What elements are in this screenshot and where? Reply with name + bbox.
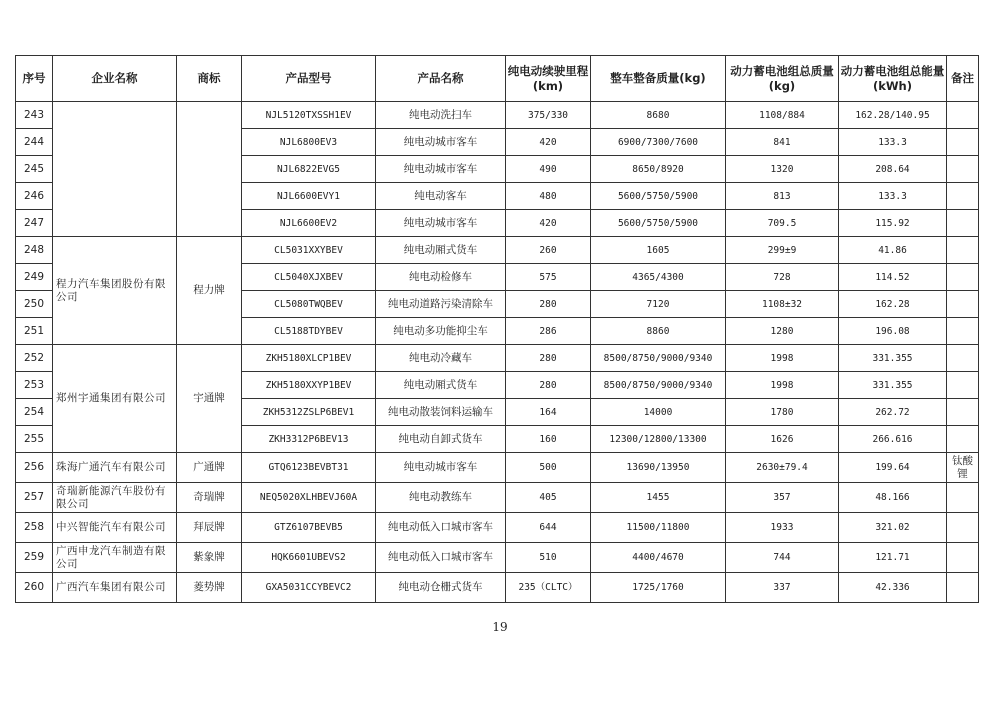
page-number: 19: [492, 620, 508, 634]
cell-curb-mass: 4400/4670: [591, 543, 726, 573]
cell-remark: 钛酸锂: [947, 453, 979, 483]
cell-company: 程力汽车集团股份有限公司: [53, 237, 177, 345]
header-battery-energy: 动力蓄电池组总能量(kWh): [839, 56, 947, 102]
cell-battery-energy: 162.28/140.95: [839, 102, 947, 129]
header-curb-mass: 整车整备质量(kg): [591, 56, 726, 102]
cell-battery-energy: 133.3: [839, 183, 947, 210]
cell-seq: 245: [16, 156, 53, 183]
table-row: [16, 483, 979, 513]
cell-battery-mass: 1320: [726, 156, 839, 183]
cell-battery-energy: 208.64: [839, 156, 947, 183]
cell-curb-mass: 13690/13950: [591, 453, 726, 483]
cell-battery-energy: 196.08: [839, 318, 947, 345]
cell-product-name: 纯电动城市客车: [376, 210, 506, 237]
cell-curb-mass: 4365/4300: [591, 264, 726, 291]
cell-seq: 253: [16, 372, 53, 399]
cell-brand: 程力牌: [177, 237, 242, 345]
cell-remark: [947, 210, 979, 237]
cell-seq: 255: [16, 426, 53, 453]
cell-product-name: 纯电动洗扫车: [376, 102, 506, 129]
cell-battery-energy: 331.355: [839, 345, 947, 372]
cell-battery-mass: 357: [726, 483, 839, 513]
cell-battery-energy: 262.72: [839, 399, 947, 426]
cell-battery-mass: 1108/884: [726, 102, 839, 129]
cell-range: 510: [506, 543, 591, 573]
cell-battery-mass: 1933: [726, 513, 839, 543]
cell-seq: 256: [16, 453, 53, 483]
cell-product-name: 纯电动教练车: [376, 483, 506, 513]
cell-seq: 260: [16, 573, 53, 603]
cell-battery-energy: 199.64: [839, 453, 947, 483]
header-range: 纯电动续驶里程(km): [506, 56, 591, 102]
cell-curb-mass: 14000: [591, 399, 726, 426]
cell-model: ZKH5180XXYP1BEV: [242, 372, 376, 399]
cell-remark: [947, 156, 979, 183]
cell-product-name: 纯电动城市客车: [376, 453, 506, 483]
cell-battery-mass: 1780: [726, 399, 839, 426]
cell-product-name: 纯电动自卸式货车: [376, 426, 506, 453]
cell-battery-energy: 115.92: [839, 210, 947, 237]
cell-model: CL5080TWQBEV: [242, 291, 376, 318]
cell-seq: 258: [16, 513, 53, 543]
table-row: [16, 543, 979, 573]
cell-remark: [947, 483, 979, 513]
header-brand: 商标: [177, 56, 242, 102]
cell-curb-mass: 1455: [591, 483, 726, 513]
cell-range: 480: [506, 183, 591, 210]
vehicle-catalog-table: [15, 55, 979, 603]
header-seq: 序号: [16, 56, 53, 102]
cell-curb-mass: 5600/5750/5900: [591, 210, 726, 237]
cell-battery-mass: 1108±32: [726, 291, 839, 318]
cell-brand: [177, 102, 242, 237]
cell-battery-mass: 841: [726, 129, 839, 156]
cell-remark: [947, 345, 979, 372]
cell-seq: 249: [16, 264, 53, 291]
cell-remark: [947, 264, 979, 291]
cell-battery-mass: 1998: [726, 372, 839, 399]
cell-model: GXA5031CCYBEVC2: [242, 573, 376, 603]
cell-model: NJL6600EVY1: [242, 183, 376, 210]
cell-battery-energy: 321.02: [839, 513, 947, 543]
cell-company: 中兴智能汽车有限公司: [53, 513, 177, 543]
cell-battery-energy: 42.336: [839, 573, 947, 603]
cell-product-name: 纯电动道路污染清除车: [376, 291, 506, 318]
cell-range: 286: [506, 318, 591, 345]
cell-model: ZKH5312ZSLP6BEV1: [242, 399, 376, 426]
cell-range: 160: [506, 426, 591, 453]
cell-brand: 紫象牌: [177, 543, 242, 573]
cell-battery-mass: 728: [726, 264, 839, 291]
cell-battery-mass: 299±9: [726, 237, 839, 264]
cell-curb-mass: 1725/1760: [591, 573, 726, 603]
cell-curb-mass: 12300/12800/13300: [591, 426, 726, 453]
cell-battery-mass: 1280: [726, 318, 839, 345]
cell-seq: 247: [16, 210, 53, 237]
cell-model: CL5040XJXBEV: [242, 264, 376, 291]
cell-remark: [947, 543, 979, 573]
cell-model: NJL6800EV3: [242, 129, 376, 156]
cell-product-name: 纯电动客车: [376, 183, 506, 210]
cell-battery-mass: 337: [726, 573, 839, 603]
cell-curb-mass: 8500/8750/9000/9340: [591, 372, 726, 399]
cell-range: 575: [506, 264, 591, 291]
cell-battery-energy: 266.616: [839, 426, 947, 453]
header-company: 企业名称: [53, 56, 177, 102]
cell-range: 164: [506, 399, 591, 426]
table-row: [16, 345, 979, 372]
cell-battery-energy: 114.52: [839, 264, 947, 291]
cell-remark: [947, 102, 979, 129]
cell-remark: [947, 318, 979, 345]
cell-product-name: 纯电动检修车: [376, 264, 506, 291]
cell-seq: 243: [16, 102, 53, 129]
cell-brand: 菱势牌: [177, 573, 242, 603]
cell-product-name: 纯电动仓栅式货车: [376, 573, 506, 603]
cell-product-name: 纯电动多功能抑尘车: [376, 318, 506, 345]
cell-product-name: 纯电动冷藏车: [376, 345, 506, 372]
table-row: [16, 513, 979, 543]
cell-range: 500: [506, 453, 591, 483]
header-product-name: 产品名称: [376, 56, 506, 102]
cell-seq: 250: [16, 291, 53, 318]
cell-brand: 拜辰牌: [177, 513, 242, 543]
cell-curb-mass: 11500/11800: [591, 513, 726, 543]
cell-range: 280: [506, 345, 591, 372]
cell-range: 644: [506, 513, 591, 543]
cell-curb-mass: 1605: [591, 237, 726, 264]
cell-range: 420: [506, 129, 591, 156]
header-remark: 备注: [947, 56, 979, 102]
cell-product-name: 纯电动厢式货车: [376, 372, 506, 399]
cell-company: [53, 102, 177, 237]
cell-model: ZKH3312P6BEV13: [242, 426, 376, 453]
cell-company: 广西申龙汽车制造有限公司: [53, 543, 177, 573]
cell-curb-mass: 8860: [591, 318, 726, 345]
cell-product-name: 纯电动城市客车: [376, 156, 506, 183]
cell-model: HQK6601UBEVS2: [242, 543, 376, 573]
cell-curb-mass: 5600/5750/5900: [591, 183, 726, 210]
table-header-row: [16, 56, 979, 102]
cell-range: 490: [506, 156, 591, 183]
cell-curb-mass: 8500/8750/9000/9340: [591, 345, 726, 372]
cell-battery-energy: 133.3: [839, 129, 947, 156]
table-row: [16, 453, 979, 483]
cell-curb-mass: 8650/8920: [591, 156, 726, 183]
cell-product-name: 纯电动低入口城市客车: [376, 543, 506, 573]
table-row: [16, 237, 979, 264]
cell-remark: [947, 129, 979, 156]
cell-model: GTQ6123BEVBT31: [242, 453, 376, 483]
cell-seq: 252: [16, 345, 53, 372]
header-battery-mass: 动力蓄电池组总质量(kg): [726, 56, 839, 102]
cell-remark: [947, 291, 979, 318]
cell-seq: 254: [16, 399, 53, 426]
cell-remark: [947, 573, 979, 603]
cell-seq: 248: [16, 237, 53, 264]
cell-product-name: 纯电动低入口城市客车: [376, 513, 506, 543]
cell-battery-mass: 1998: [726, 345, 839, 372]
cell-company: 郑州宇通集团有限公司: [53, 345, 177, 453]
cell-seq: 251: [16, 318, 53, 345]
cell-model: NEQ5020XLHBEVJ60A: [242, 483, 376, 513]
cell-battery-energy: 48.166: [839, 483, 947, 513]
cell-model: GTZ6107BEVB5: [242, 513, 376, 543]
table-row: [16, 573, 979, 603]
cell-product-name: 纯电动厢式货车: [376, 237, 506, 264]
cell-curb-mass: 6900/7300/7600: [591, 129, 726, 156]
cell-model: CL5031XXYBEV: [242, 237, 376, 264]
cell-seq: 257: [16, 483, 53, 513]
cell-battery-energy: 41.86: [839, 237, 947, 264]
cell-model: NJL6600EV2: [242, 210, 376, 237]
cell-remark: [947, 237, 979, 264]
cell-seq: 259: [16, 543, 53, 573]
cell-range: 420: [506, 210, 591, 237]
cell-range: 235（CLTC）: [506, 573, 591, 603]
cell-seq: 244: [16, 129, 53, 156]
cell-model: ZKH5180XLCP1BEV: [242, 345, 376, 372]
cell-brand: 宇通牌: [177, 345, 242, 453]
cell-curb-mass: 8680: [591, 102, 726, 129]
header-model: 产品型号: [242, 56, 376, 102]
cell-battery-mass: 1626: [726, 426, 839, 453]
cell-model: NJL6822EVG5: [242, 156, 376, 183]
cell-range: 280: [506, 372, 591, 399]
cell-range: 405: [506, 483, 591, 513]
cell-brand: 奇瑞牌: [177, 483, 242, 513]
cell-remark: [947, 183, 979, 210]
cell-battery-energy: 121.71: [839, 543, 947, 573]
cell-battery-mass: 813: [726, 183, 839, 210]
cell-battery-energy: 331.355: [839, 372, 947, 399]
cell-product-name: 纯电动城市客车: [376, 129, 506, 156]
cell-range: 280: [506, 291, 591, 318]
cell-model: CL5188TDYBEV: [242, 318, 376, 345]
cell-brand: 广通牌: [177, 453, 242, 483]
cell-battery-energy: 162.28: [839, 291, 947, 318]
cell-curb-mass: 7120: [591, 291, 726, 318]
cell-remark: [947, 426, 979, 453]
cell-range: 260: [506, 237, 591, 264]
cell-battery-mass: 2630±79.4: [726, 453, 839, 483]
cell-company: 珠海广通汽车有限公司: [53, 453, 177, 483]
cell-model: NJL5120TXSSH1EV: [242, 102, 376, 129]
cell-product-name: 纯电动散装饲料运输车: [376, 399, 506, 426]
cell-remark: [947, 399, 979, 426]
cell-company: 广西汽车集团有限公司: [53, 573, 177, 603]
cell-battery-mass: 709.5: [726, 210, 839, 237]
cell-remark: [947, 372, 979, 399]
cell-range: 375/330: [506, 102, 591, 129]
cell-battery-mass: 744: [726, 543, 839, 573]
cell-remark: [947, 513, 979, 543]
cell-company: 奇瑞新能源汽车股份有限公司: [53, 483, 177, 513]
cell-seq: 246: [16, 183, 53, 210]
table-row: [16, 102, 979, 129]
